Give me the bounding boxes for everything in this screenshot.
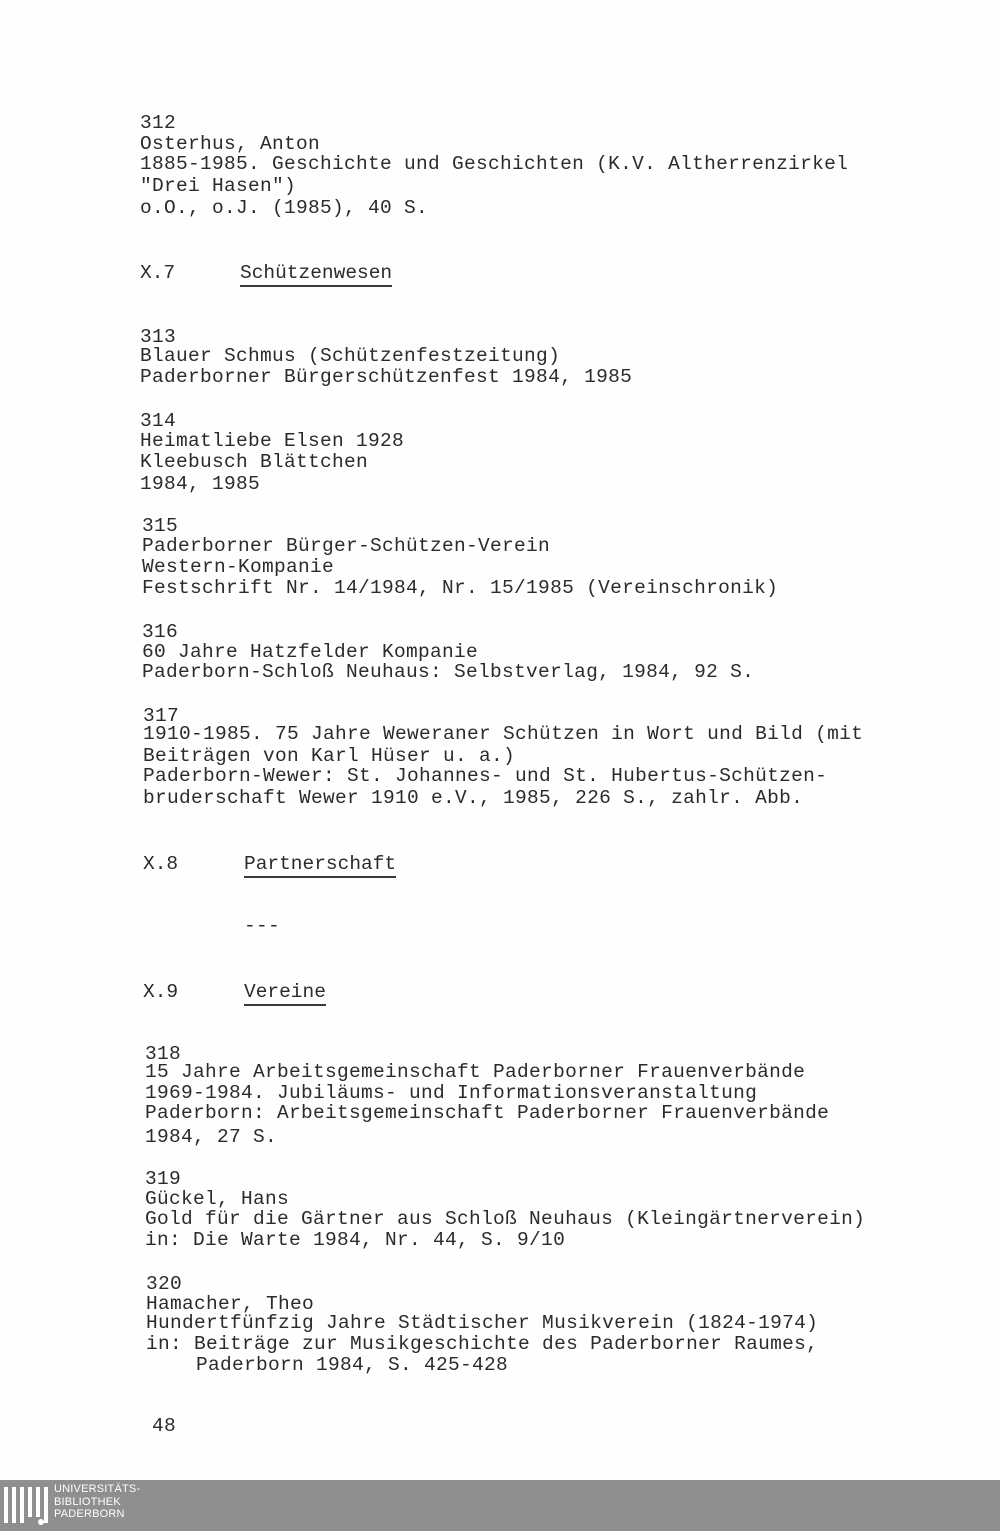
page-number: 48 <box>152 1415 177 1437</box>
entry-imprint: Paderborner Bürgerschützenfest 1984, 1985 <box>140 366 633 388</box>
entry-author: Western-Kompanie <box>142 556 335 578</box>
section-label: X.9 <box>143 981 179 1003</box>
section-title: Partnerschaft <box>244 853 396 878</box>
library-footer-bar <box>0 1480 1000 1531</box>
library-logo-icon <box>4 1487 48 1523</box>
entry-number: 318 <box>145 1043 182 1065</box>
entry-title: "Drei Hasen") <box>140 175 297 197</box>
entry-title: Beiträgen von Karl Hüser u. a.) <box>143 745 516 767</box>
section-label: X.7 <box>140 262 176 284</box>
entry-number: 313 <box>140 326 177 348</box>
section-empty-marker: --- <box>244 915 281 937</box>
entry-imprint: Paderborn-Wewer: St. Johannes- und St. Hubertus-Schützen- <box>143 765 828 787</box>
entry-title: Hundertfünfzig Jahre Städtischer Musikverein (1824-1974) <box>146 1312 819 1334</box>
entry-number: 320 <box>146 1273 183 1295</box>
entry-imprint: in: Die Warte 1984, Nr. 44, S. 9/10 <box>145 1229 566 1251</box>
entry-number: 315 <box>142 515 179 537</box>
entry-author: Hamacher, Theo <box>146 1293 315 1315</box>
entry-imprint: Paderborn: Arbeitsgemeinschaft Paderborner Frauenverbände <box>145 1102 830 1124</box>
entry-title: Blauer Schmus (Schützenfestzeitung) <box>140 345 561 367</box>
entry-title: 1969-1984. Jubiläums- und Informationsveranstaltung <box>145 1082 758 1104</box>
entry-title: Heimatliebe Elsen 1928 <box>140 430 405 452</box>
entry-imprint: Paderborn 1984, S. 425-428 <box>196 1354 509 1376</box>
library-name <box>54 1483 140 1521</box>
entry-title: Gold für die Gärtner aus Schloß Neuhaus (Kleingärtnerverein) <box>145 1208 866 1230</box>
section-title: Vereine <box>244 981 326 1006</box>
library-name-line: PADERBORN <box>54 1508 125 1520</box>
library-name-line: UNIVERSITÄTS- <box>54 1483 141 1495</box>
entry-title: 1910-1985. 75 Jahre Weweraner Schützen in Wort und Bild (mit <box>143 723 864 745</box>
entry-number: 312 <box>140 112 177 134</box>
entry-author: Gückel, Hans <box>145 1188 290 1210</box>
entry-author: Paderborner Bürger-Schützen-Verein <box>142 535 551 557</box>
entry-title: Kleebusch Blättchen <box>140 451 369 473</box>
entry-imprint: 1984, 27 S. <box>145 1126 278 1148</box>
entry-imprint: o.O., o.J. (1985), 40 S. <box>140 197 429 219</box>
entry-title: 15 Jahre Arbeitsgemeinschaft Paderborner Frauenverbände <box>145 1061 806 1083</box>
entry-number: 314 <box>140 410 177 432</box>
entry-title: 1885-1985. Geschichte und Geschichten (K.V. Altherrenzirkel <box>140 153 849 175</box>
entry-number: 319 <box>145 1168 182 1190</box>
logo-dot-icon <box>38 1519 44 1525</box>
library-name-line: BIBLIOTHEK <box>54 1495 121 1508</box>
entry-imprint: 1984, 1985 <box>140 473 261 495</box>
section-label: X.8 <box>143 853 179 875</box>
entry-title: 60 Jahre Hatzfelder Kompanie <box>142 641 479 663</box>
entry-number: 316 <box>142 621 179 643</box>
entry-imprint: in: Beiträge zur Musikgeschichte des Paderborner Raumes, <box>146 1333 819 1355</box>
entry-author: Osterhus, Anton <box>140 133 321 155</box>
entry-imprint: bruderschaft Wewer 1910 e.V., 1985, 226 S., zahlr. Abb. <box>143 787 804 809</box>
section-title: Schützenwesen <box>240 262 392 287</box>
entry-imprint: Paderborn-Schloß Neuhaus: Selbstverlag, 1984, 92 S. <box>142 661 755 683</box>
entry-number: 317 <box>143 705 180 727</box>
entry-title: Festschrift Nr. 14/1984, Nr. 15/1985 (Vereinschronik) <box>142 577 779 599</box>
